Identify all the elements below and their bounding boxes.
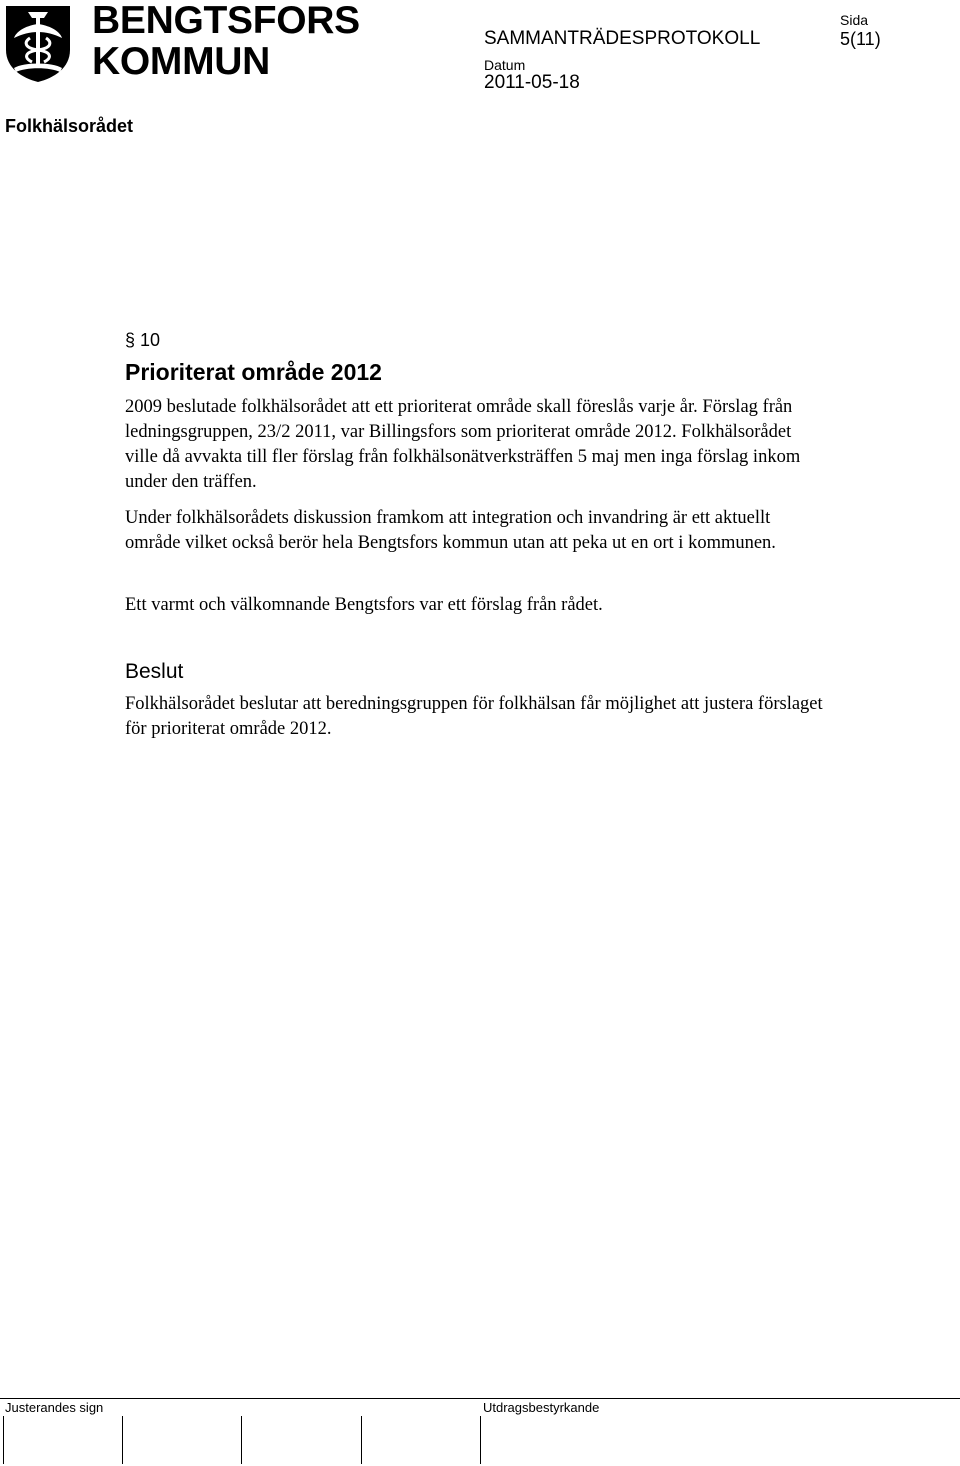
logo-line-1: BENGTSFORS (92, 0, 360, 42)
page-number: 5(11) (840, 29, 881, 49)
municipality-logo-text (92, 0, 360, 82)
signature-box-divider (480, 1416, 481, 1464)
decision-text: Folkhälsorådet beslutar att beredningsgruppen för folkhälsan får möjlighet att justera förslaget för prioriterat område 2012. (125, 694, 823, 739)
body-paragraph: Under folkhälsorådets diskussion framkom att integration och invandring är ett aktuellt område vilket också berör hela Bengtsfors kommun utan att peka ut en ort i kommunen. (125, 508, 776, 553)
date-label: Datum (484, 57, 526, 73)
section-number-value: 10 (140, 330, 161, 350)
section-title: Prioriterat område 2012 (125, 359, 382, 385)
logo-line-2: KOMMUN (92, 40, 271, 83)
document-type: SAMMANTRÄDESPROTOKOLL (484, 28, 761, 49)
coat-of-arms-icon (4, 4, 72, 84)
organization-name: Folkhälsorådet (5, 116, 134, 136)
paragraph-sign-icon: § (125, 330, 141, 350)
body-paragraph: Ett varmt och välkomnande Bengtsfors var ett förslag från rådet. (125, 595, 603, 615)
signature-box-divider (3, 1416, 4, 1464)
signature-label: Justerandes sign (5, 1400, 104, 1415)
page-label: Sida (840, 12, 869, 28)
certification-label: Utdragsbestyrkande (483, 1400, 600, 1415)
body-paragraph: 2009 beslutade folkhälsorådet att ett prioriterat område skall föreslås varje år. Förslag från ledningsgruppen, 23/2 2011, var Billingsfors som prioriterat område 2012. Folkhälsorådet ville då avvakta till fler förslag från folkhälsonätverksträffen 5 maj men inga förslag inkom under den träffen. (125, 397, 801, 492)
date-value: 2011-05-18 (484, 72, 580, 93)
signature-box-divider (122, 1416, 123, 1464)
signature-box-divider (241, 1416, 242, 1464)
footer-divider (0, 1398, 960, 1399)
decision-heading: Beslut (125, 660, 184, 683)
section-number (125, 330, 160, 351)
signature-box-divider (361, 1416, 362, 1464)
